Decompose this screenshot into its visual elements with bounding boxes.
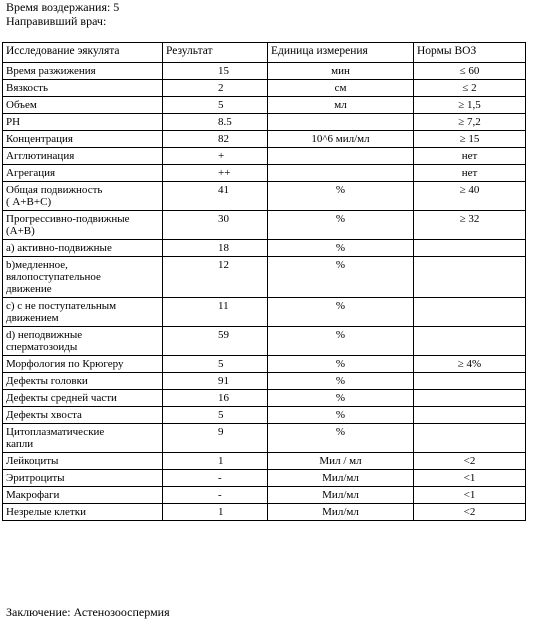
cell-norm: ≥ 15 (414, 131, 526, 148)
cell-unit: Мил/мл (268, 504, 414, 521)
cell-norm (414, 407, 526, 424)
cell-test-name: Агрегация (3, 165, 163, 182)
cell-norm (414, 240, 526, 257)
cell-unit: % (268, 240, 414, 257)
table-row (3, 424, 526, 453)
conclusion: Заключение: Астенозооспермия (6, 605, 170, 619)
cell-norm: ≤ 2 (414, 80, 526, 97)
cell-norm: <2 (414, 453, 526, 470)
cell-unit: Мил/мл (268, 470, 414, 487)
cell-result: + (163, 148, 268, 165)
cell-unit: % (268, 424, 414, 453)
cell-unit: 10^6 мил/мл (268, 131, 414, 148)
cell-unit (268, 148, 414, 165)
cell-norm (414, 373, 526, 390)
cell-norm: <1 (414, 470, 526, 487)
cell-unit: Мил/мл (268, 487, 414, 504)
cell-test-name: Прогрессивно-подвижные (A+B) (3, 211, 163, 240)
cell-norm: ≥ 7,2 (414, 114, 526, 131)
cell-test-name: a) активно-подвижные (3, 240, 163, 257)
cell-result: 11 (163, 298, 268, 327)
cell-unit (268, 165, 414, 182)
cell-result: - (163, 470, 268, 487)
cell-unit: % (268, 327, 414, 356)
cell-test-name: Незрелые клетки (3, 504, 163, 521)
semen-analysis-table (2, 42, 526, 521)
column-header-unit: Единица измерения (268, 43, 414, 63)
cell-unit: см (268, 80, 414, 97)
column-header-test: Исследование эякулята (3, 43, 163, 63)
cell-test-name: d) неподвижные сперматозоиды (3, 327, 163, 356)
cell-unit: % (268, 257, 414, 298)
cell-result: 16 (163, 390, 268, 407)
cell-result: 5 (163, 356, 268, 373)
cell-test-name: Время разжижения (3, 63, 163, 80)
cell-norm: нет (414, 148, 526, 165)
cell-test-name: Цитоплазматические капли (3, 424, 163, 453)
cell-test-name: Макрофаги (3, 487, 163, 504)
cell-norm (414, 390, 526, 407)
cell-test-name: Вязкость (3, 80, 163, 97)
cell-norm: <2 (414, 504, 526, 521)
cell-norm (414, 424, 526, 453)
cell-test-name: Концентрация (3, 131, 163, 148)
cell-norm (414, 257, 526, 298)
cell-unit: % (268, 182, 414, 211)
cell-result: 5 (163, 407, 268, 424)
cell-norm: ≥ 1,5 (414, 97, 526, 114)
table-row (3, 487, 526, 504)
table-row (3, 97, 526, 114)
cell-norm: нет (414, 165, 526, 182)
cell-result: 91 (163, 373, 268, 390)
cell-norm: ≥ 40 (414, 182, 526, 211)
cell-unit: % (268, 211, 414, 240)
cell-result: 82 (163, 131, 268, 148)
cell-unit (268, 114, 414, 131)
cell-unit: мин (268, 63, 414, 80)
cell-result: 5 (163, 97, 268, 114)
cell-result: 8.5 (163, 114, 268, 131)
cell-result: 30 (163, 211, 268, 240)
cell-result: 2 (163, 80, 268, 97)
cell-unit: % (268, 390, 414, 407)
cell-result: - (163, 487, 268, 504)
table-row (3, 148, 526, 165)
cell-unit: Мил / мл (268, 453, 414, 470)
table-row (3, 63, 526, 80)
cell-norm: ≥ 32 (414, 211, 526, 240)
table-row (3, 257, 526, 298)
cell-result: 9 (163, 424, 268, 453)
table-row (3, 356, 526, 373)
cell-unit: % (268, 373, 414, 390)
cell-result: ++ (163, 165, 268, 182)
table-row (3, 453, 526, 470)
column-header-result: Результат (163, 43, 268, 63)
cell-norm: ≥ 4% (414, 356, 526, 373)
cell-test-name: Агглютинация (3, 148, 163, 165)
cell-result: 12 (163, 257, 268, 298)
cell-test-name: Объем (3, 97, 163, 114)
cell-test-name: Дефекты средней части (3, 390, 163, 407)
cell-test-name: Дефекты головки (3, 373, 163, 390)
table-header-row (3, 43, 526, 63)
cell-unit: мл (268, 97, 414, 114)
table-row (3, 165, 526, 182)
table-row (3, 80, 526, 97)
cell-result: 18 (163, 240, 268, 257)
cell-test-name: c) с не поступательным движением (3, 298, 163, 327)
table-row (3, 298, 526, 327)
cell-test-name: Морфология по Крюгеру (3, 356, 163, 373)
abstinence-time: Время воздержания: 5 (6, 0, 120, 14)
cell-result: 59 (163, 327, 268, 356)
table-row (3, 240, 526, 257)
table-row (3, 407, 526, 424)
table-row (3, 470, 526, 487)
cell-norm: ≤ 60 (414, 63, 526, 80)
cell-unit: % (268, 356, 414, 373)
cell-norm (414, 327, 526, 356)
cell-result: 1 (163, 453, 268, 470)
cell-norm: <1 (414, 487, 526, 504)
table-body (3, 63, 526, 521)
table-row (3, 327, 526, 356)
cell-test-name: Дефекты хвоста (3, 407, 163, 424)
cell-result: 15 (163, 63, 268, 80)
table-row (3, 390, 526, 407)
cell-norm (414, 298, 526, 327)
table-row (3, 373, 526, 390)
cell-result: 1 (163, 504, 268, 521)
cell-unit: % (268, 298, 414, 327)
table-row (3, 211, 526, 240)
table-row (3, 114, 526, 131)
column-header-norm: Нормы ВОЗ (414, 43, 526, 63)
table-row (3, 182, 526, 211)
referring-doctor: Направивший врач: (6, 14, 107, 28)
cell-test-name: Общая подвижность ( A+B+C) (3, 182, 163, 211)
table-row (3, 131, 526, 148)
cell-result: 41 (163, 182, 268, 211)
cell-test-name: b)медленное, вялопоступательное движение (3, 257, 163, 298)
cell-test-name: PH (3, 114, 163, 131)
cell-unit: % (268, 407, 414, 424)
table-row (3, 504, 526, 521)
cell-test-name: Эритроциты (3, 470, 163, 487)
cell-test-name: Лейкоциты (3, 453, 163, 470)
